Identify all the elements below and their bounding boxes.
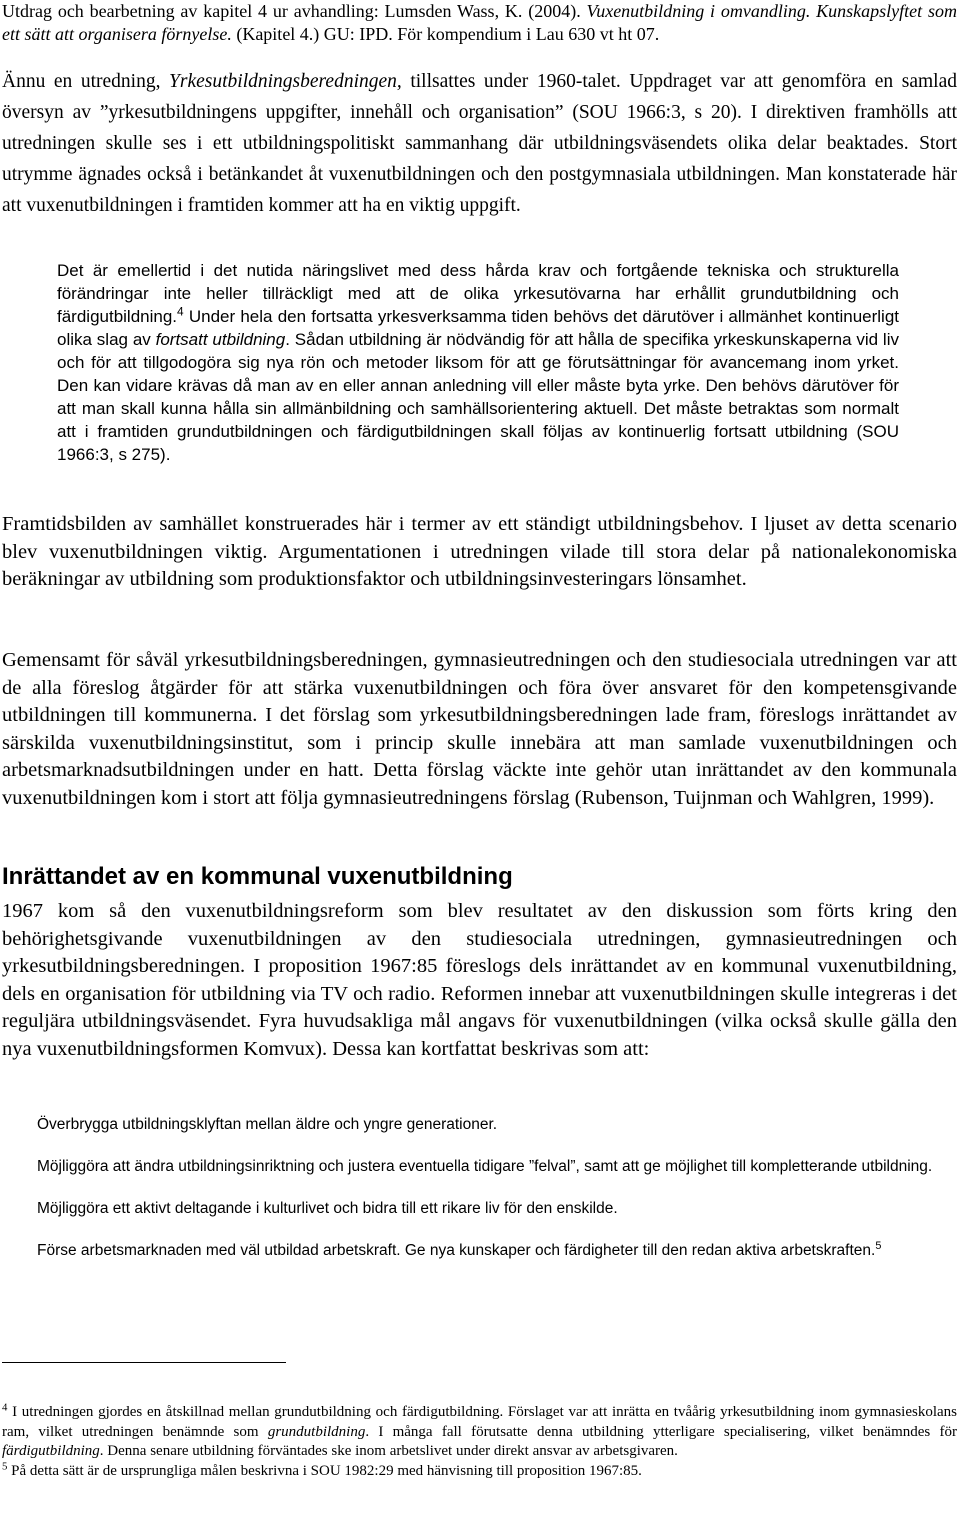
goal-item: Överbrygga utbildningsklyftan mellan äldre och yngre generationer.: [37, 1116, 498, 1133]
footnote-4-text-1: I utredningen gjordes en åtskillnad mellan grundutbildning och färdigutbildning. Förslaget var att inrätta en tvåårig yrkesutbildning inom gymnasieskolans ram, vilket utredningen benämnde som: [2, 1404, 957, 1440]
header-text-a: Utdrag och bearbetning av kapitel 4 ur avhandling: Lumsden Wass, K. (2004).: [2, 1, 587, 21]
intro-paragraph: [2, 66, 957, 221]
block-quote: [57, 259, 899, 466]
source-header: [2, 0, 957, 46]
goal-item: Möjliggöra ett aktivt deltagande i kulturlivet och bidra till ett rikare liv för den enskilde.: [37, 1200, 618, 1217]
joint-paragraph: Gemensamt för såväl yrkesutbildningsberedningen, gymnasieutredningen och den studiesociala utredningen var att de alla föreslog åtgärder för att stärka vuxenutbildningen och föra över ansvaret för den kompetensgivande utbildningen till kommunerna. I det förslag som yrkesutbildningsberedningen lade fram, föreslogs inrättandet av särskilda vuxenutbildningsinstitut, som i princip skulle innebära att man samlade vuxenutbildningen och arbetsmarknadsutbildningen under en hatt. Detta förslag väckte inte gehör utan inrättandet av den kommunala vuxenutbildningen kom i stort att följa gymnasieutredningens förslag (Rubenson, Tuijnman och Wahlgren, 1999).: [2, 649, 957, 809]
footnotes: [2, 1403, 957, 1481]
goals-list: [37, 1114, 956, 1282]
footnote-4-text-3: . Denna senare utbildning förväntades ske inom arbetslivet under direkt ansvar av arbetsgivaren.: [99, 1443, 678, 1460]
quote-text-1: Det är emellertid i det nutida näringslivet med dess hårda krav och fortgående tekniska och strukturella förändringar inte heller tillräckligt med att de olika yrkesutövarna har erhållit grundutbildning och färdigutbildning.: [57, 261, 899, 326]
footnote-4-number: 4: [2, 1401, 8, 1414]
footnote-5-text: På detta sätt är de ursprungliga målen beskrivna i SOU 1982:29 med hänvisning till proposition 1967:85.: [7, 1462, 642, 1479]
footnote-4-term-1: grundutbildning: [267, 1423, 366, 1440]
quote-emphasis: fortsatt utbildning: [155, 330, 286, 349]
footnote-4: [2, 1403, 957, 1462]
goal-item-last: [37, 1240, 956, 1262]
footnote-4-term-2: färdigutbildning: [2, 1443, 100, 1460]
intro-committee-name: Yrkesutbildningsberedningen,: [169, 71, 402, 92]
reform-1967-paragraph: 1967 kom så den vuxenutbildningsreform som blev resultatet av den diskussion som förts kring den behörighetsgivande vuxenutbildningen av den studiesociala utredningen, gymnasieutredningen och yrkesutbildningsberedningen. I proposition 1967:85 föreslogs dels inrättandet av en kommunal vuxenutbildning, dels en organisation för utbildning via TV och radio. Reformen innebar att vuxenutbildningen skulle integreras i det reguljära utbildningsväsendet. Fyra huvudsakliga mål angavs för vuxenutbildningen (vilka också skulle gälla den nya vuxenutbildningsformen Komvux). Dessa kan kortfattat beskrivas som att:: [2, 900, 957, 1060]
section-heading: Inrättandet av en kommunal vuxenutbildning: [2, 863, 513, 890]
footnote-ref-4[interactable]: 4: [177, 304, 184, 319]
footnote-5-number: 5: [2, 1460, 8, 1473]
intro-text-rest: tillsattes under 1960-talet. Uppdraget var att genomföra en samlad översyn av ”yrkesutbildningens uppgifter, innehåll och organisation” (SOU 1966:3, s 20). I direktiven framhölls att utredningen skulle ses i ett utbildningspolitiskt sammanhang där utbildningsväsendets olika delar beaktades. Stort utrymme ägnades också i betänkandet åt vuxenutbildningen och den postgymnasiala utbildningen. Man konstaterade här att vuxenutbildningen i framtiden kommer att ha en viktig uppgift.: [2, 71, 957, 216]
footnote-4-text-2: . I många fall förutsatte denna utbildning ytterligare specialisering, vilket benämndes för: [365, 1423, 957, 1440]
footnote-5: [2, 1462, 957, 1482]
goal-item: Möjliggöra att ändra utbildningsinriktning och justera eventuella tidigare ”felval”, samt att ge möjlighet till kompletterande utbildning.: [37, 1158, 933, 1175]
goal-text: Förse arbetsmarknaden med väl utbildad arbetskraft. Ge nya kunskaper och färdigheter till den redan aktiva arbetskraften.: [37, 1242, 876, 1259]
intro-text-start: Ännu en utredning,: [2, 71, 170, 92]
quote-text-3: . Sådan utbildning är nödvändig för att hålla de specifika yrkeskunskaperna vid liv och för att tillgodogöra sig nya rön och metoder liksom för att ge förutsättningar för avancemang inom yrket. Den kan vidare krävas då man av en eller annan anledning vill eller måste byta yrke. Den behövs därutöver för att man skall kunna hålla sin allmänbildning och samhällsorientering aktuell. Det måste betraktas som normalt att i framtiden grundutbildningen och färdigutbildningen skall följas av kontinuerlig fortsatt utbildning (SOU 1966:3, s 275).: [57, 330, 899, 464]
header-book-title: Vuxenutbildning i omvandling. Kunskapslyftet som ett sätt att organisera förnyelse.: [2, 1, 957, 44]
header-text-b: (Kapitel 4.) GU: IPD. För kompendium i Lau 630 vt ht 07.: [231, 24, 660, 44]
quote-text-2: Under hela den fortsatta yrkesverksamma tiden behövs det därutöver i allmänhet kontinuerligt olika slag av: [57, 307, 899, 349]
future-paragraph: Framtidsbilden av samhället konstruerades här i termer av ett ständigt utbildningsbehov. I ljuset av detta scenario blev vuxenutbildningen viktig. Argumentationen i utredningen vilade till stora delar på nationalekonomiska beräkningar av utbildning som produktionsfaktor och utbildningsinvesteringars lönsamhet.: [2, 513, 957, 590]
footnote-separator: [2, 1362, 286, 1363]
footnote-ref-5[interactable]: 5: [875, 1240, 882, 1253]
